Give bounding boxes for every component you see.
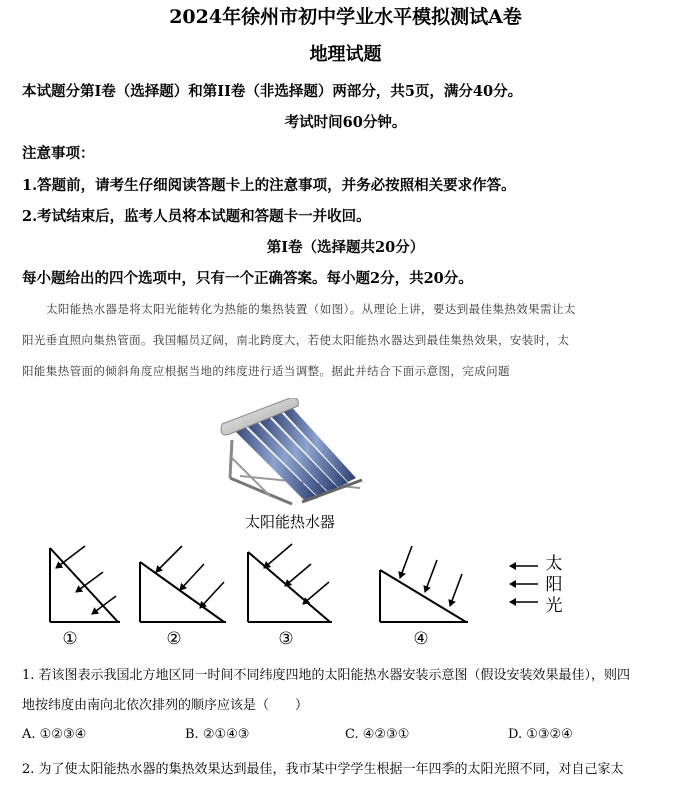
question-2-line-1: 2. 为了使太阳能热水器的集热效果达到最佳，我市某中学学生根据一年四季的太阳光照不同，对自己家太	[22, 762, 624, 777]
option-b[interactable]: B. ②①④③	[185, 727, 250, 742]
diagram-label-4: ④	[413, 629, 429, 649]
composition-note: 本试题分第I卷（选择题）和第II卷（非选择题）两部分，共5页，满分40分。	[22, 83, 523, 100]
diagram-3	[248, 544, 332, 622]
note-2: 2.考试结束后，监考人员将本试题和答题卡一并收回。	[22, 208, 371, 225]
subject-title: 地理试题	[309, 44, 382, 65]
passage-line-1: 太阳能热水器是将太阳光能转化为热能的集热装置（如图）。从理论上讲，要达到最佳集热效果需让太	[46, 302, 576, 316]
sunlight-legend	[510, 554, 563, 616]
solar-water-heater-image	[210, 398, 370, 510]
legend-char-2: 阳	[545, 575, 563, 595]
legend-char-1: 太	[545, 554, 563, 574]
option-a[interactable]: A. ①②③④	[22, 727, 87, 742]
diagram-1	[50, 546, 120, 622]
section-directions: 每小题给出的四个选项中，只有一个正确答案。每小题2分，共20分。	[22, 270, 473, 287]
option-d[interactable]: D. ①③②④	[508, 727, 573, 742]
passage-line-2: 阳光垂直照向集热管面。我国幅员辽阔，南北跨度大，若使太阳能热水器达到最佳集热效果，安装时，太	[22, 333, 570, 347]
passage	[22, 294, 674, 387]
diagram-2	[140, 546, 226, 622]
diagram-label-3: ③	[278, 629, 294, 649]
section-heading: 第I卷（选择题共20分）	[266, 239, 425, 256]
question-1-line-2: 地按纬度由南向北依次排列的顺序应该是（ ）	[22, 698, 309, 713]
figure-caption: 太阳能热水器	[244, 513, 335, 531]
time-note: 考试时间60分钟。	[284, 114, 407, 131]
diagram-4	[380, 546, 468, 622]
diagram-label-1: ①	[62, 629, 78, 649]
installation-diagrams	[0, 538, 691, 650]
passage-line-3: 阳能集热管面的倾斜角度应根据当地的纬度进行适当调整。据此并结合下面示意图，完成问题	[22, 364, 510, 378]
exam-title: 2024年徐州市初中学业水平模拟测试A卷	[169, 6, 522, 28]
legend-char-3: 光	[545, 596, 563, 616]
notice-heading: 注意事项：	[22, 145, 95, 162]
question-1-line-1: 1. 若该图表示我国北方地区同一时间不同纬度四地的太阳能热水器安装示意图（假设安装效果最佳），则四	[22, 668, 631, 683]
option-c[interactable]: C. ④②③①	[345, 727, 410, 742]
diagram-label-2: ②	[166, 629, 182, 649]
note-1: 1.答题前，请考生仔细阅读答题卡上的注意事项，并务必按照相关要求作答。	[22, 177, 516, 194]
